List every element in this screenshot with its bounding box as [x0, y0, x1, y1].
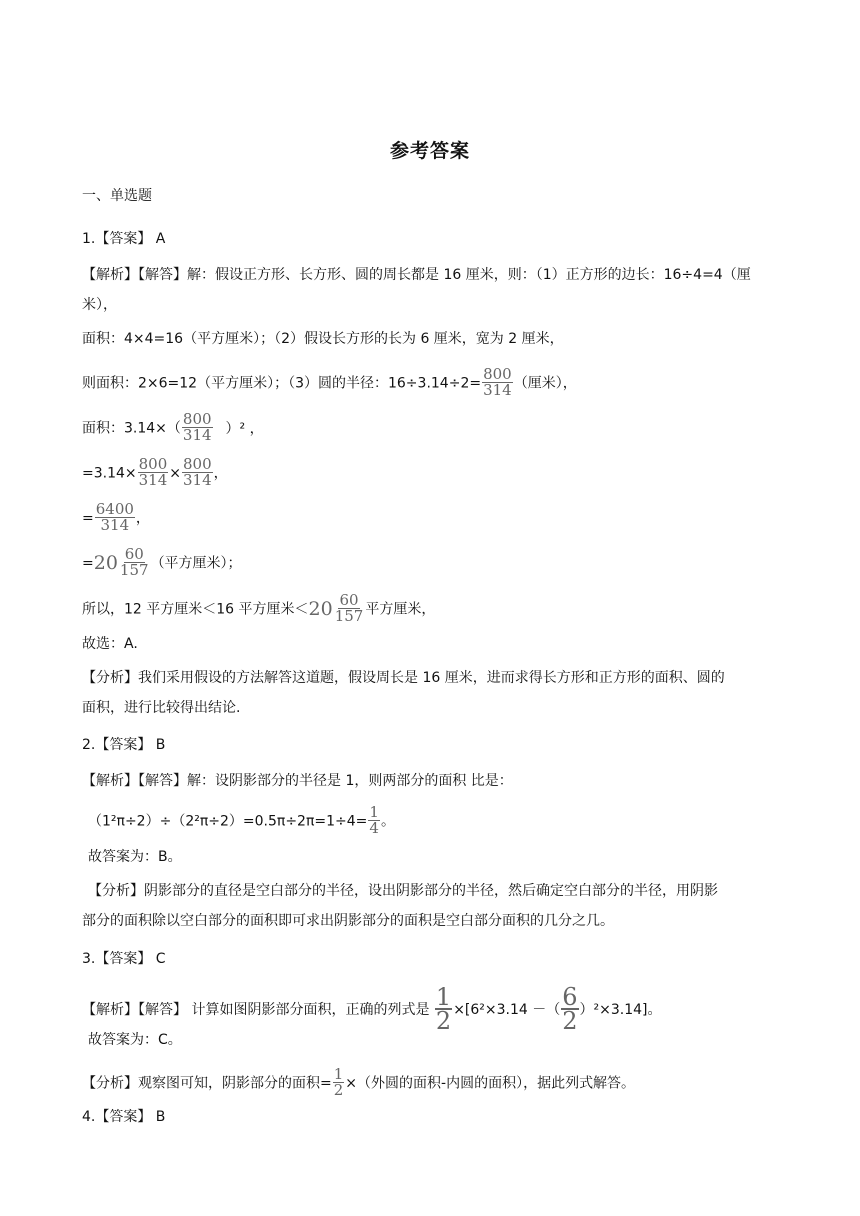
q1-analysis-line-8 — [82, 545, 242, 579]
q2-explanation-line-1: 【分析】阴影部分的直径是空白部分的半径，设出阴影部分的半径，然后确定空白部分的半径，用阴影 — [88, 883, 718, 899]
q1-explanation-line-1: 【分析】我们采用假设的方法解答这道题，假设周长是 16 厘米，进而求得长方形和正方形的面积、圆的 — [82, 670, 725, 686]
q1-line-8-unit: （平方厘米）； — [150, 555, 242, 572]
q4-answer: 4.【答案】 B — [82, 1109, 166, 1125]
q2-conclusion: 故答案为：B。 — [88, 849, 182, 865]
fraction-60-157: $\frac{60}{157}$ — [334, 591, 364, 625]
q1-line-4-unit: （厘米）， — [513, 375, 577, 392]
q1-explanation-line-2: 面积，进行比较得出结论. — [82, 700, 241, 716]
q1-line-4-text: 则面积：2×6=12（平方厘米）；（3）圆的半径：16÷3.14÷2= — [82, 375, 482, 392]
q2-analysis-line-1: 【解析】【解答】解：设阴影部分的半径是 1，则两部分的面积 比是： — [82, 773, 513, 789]
q1-line-7-comma: ， — [135, 510, 150, 527]
q1-line-5-exp: ）² ， — [225, 420, 264, 437]
q1-answer: 1.【答案】 A — [82, 231, 166, 247]
q3-explanation-text: 【分析】观察图可知，阴影部分的面积= — [82, 1075, 332, 1092]
mixed-number-whole: 20 — [93, 551, 118, 574]
section-heading: 一、单选题 — [82, 188, 152, 204]
fraction-1-2: $\frac{1}{2}$ — [435, 983, 452, 1035]
q1-analysis-line-4 — [82, 365, 577, 399]
q3-explanation — [82, 1065, 636, 1099]
q3-line-1-mid: ×[6²×3.14 －（ — [453, 1002, 561, 1018]
q1-line-6-comma: ， — [213, 465, 228, 482]
q1-analysis-line-1: 【解析】【解答】解：假设正方形、长方形、圆的周长都是 16 厘米，则：（1）正方形的边长：16÷4=4（厘 — [82, 267, 751, 283]
q3-explanation-post: ×（外圆的面积-内圆的面积），据此列式解答。 — [345, 1075, 636, 1092]
fraction-60-157: $\frac{60}{157}$ — [119, 545, 149, 579]
fraction-800-314: $\frac{800}{314}$ — [483, 365, 512, 399]
q1-analysis-line-6 — [82, 455, 228, 489]
fraction-6-2: $\frac{6}{2}$ — [562, 983, 578, 1035]
q3-analysis-line-1 — [82, 983, 662, 1035]
q2-explanation-line-2: 部分的面积除以空白部分的面积即可求出阴影部分的面积是空白部分面积的几分之几。 — [82, 913, 614, 929]
q2-answer: 2.【答案】 B — [82, 737, 166, 753]
times-sign: × — [169, 465, 182, 482]
q2-analysis-line-2 — [88, 803, 395, 837]
mixed-number-whole: 20 — [308, 597, 333, 620]
fraction-800-314: $\frac{800}{314}$ — [183, 455, 212, 489]
q1-analysis-line-2: 米）， — [82, 297, 117, 313]
q3-conclusion: 故答案为：C。 — [88, 1032, 182, 1048]
fraction-800-314: $\frac{800}{314}$ — [138, 455, 168, 489]
page-title: 参考答案 — [389, 140, 470, 162]
q1-conclusion: 故选：A. — [82, 636, 138, 652]
q2-line-2-period: 。 — [380, 813, 395, 830]
q1-analysis-line-5 — [82, 410, 264, 444]
q1-line-8-eq: = — [82, 555, 94, 572]
q1-line-9-unit: 平方厘米， — [365, 601, 436, 618]
q3-answer: 3.【答案】 C — [82, 951, 166, 967]
fraction-1-2: $\frac{1}{2}$ — [333, 1065, 344, 1099]
q2-line-2-text: （1²π÷2）÷（2²π÷2）=0.5π÷2π=1÷4= — [88, 813, 368, 830]
q1-line-5-text: 面积：3.14×（ — [82, 420, 181, 437]
q1-analysis-line-9 — [82, 591, 436, 625]
fraction-800-314: $\frac{800}{314}$ — [182, 410, 212, 444]
q1-line-9-text: 所以，12 平方厘米＜16 平方厘米＜ — [82, 601, 309, 618]
q1-analysis-line-3: 面积：4×4=16（平方厘米）；（2）假设长方形的长为 6 厘米，宽为 2 厘米， — [82, 331, 564, 347]
q1-analysis-line-7 — [82, 500, 150, 534]
q1-line-7-eq: = — [82, 510, 94, 527]
q3-line-1-text: 【解析】【解答】 计算如图阴影部分面积，正确的列式是 — [82, 1002, 434, 1018]
fraction-1-4: $\frac{1}{4}$ — [369, 803, 379, 837]
q3-line-1-post: ）²×3.14]。 — [579, 1002, 662, 1018]
fraction-6400-314: $\frac{6400}{314}$ — [95, 500, 134, 534]
q1-line-6-text: =3.14× — [82, 465, 137, 482]
